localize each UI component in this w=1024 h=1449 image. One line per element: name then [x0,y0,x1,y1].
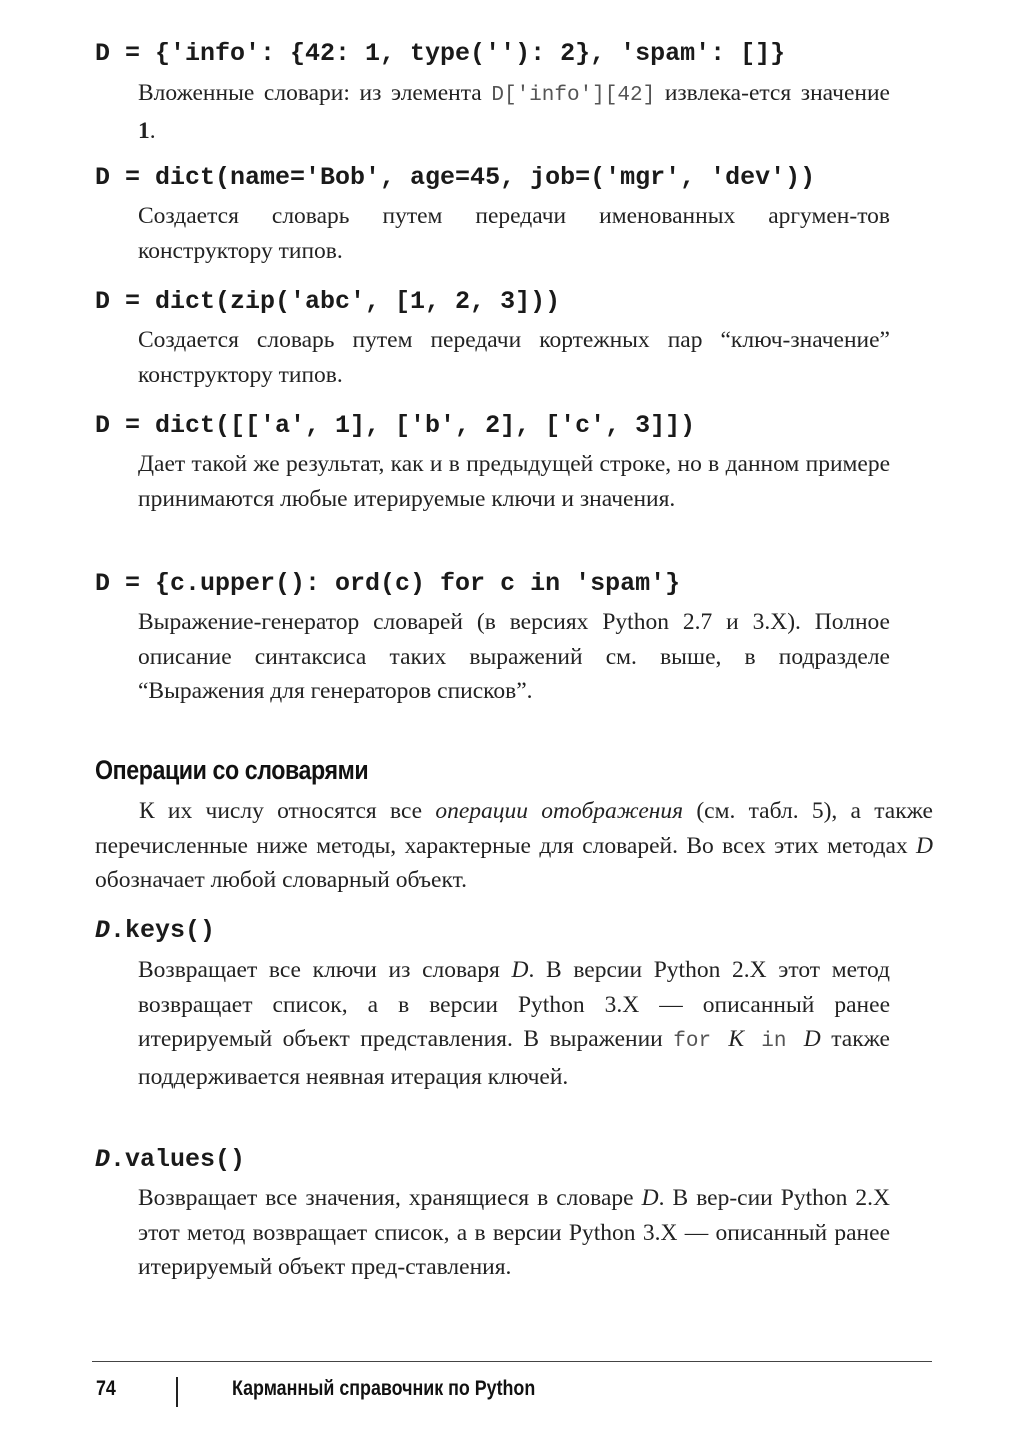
desc-var: D [511,957,529,983]
code-line-dict-zip: D = dict(zip('abc', [1, 2, 3])) [95,287,561,316]
section-intro [95,794,933,898]
page-number: 74 [96,1377,116,1400]
desc-text: также поддерживается неявная итерация ключей. [138,1026,890,1090]
inline-code: in [744,1030,804,1053]
desc-dict-list: Дает такой же результат, как и в предыдущей строке, но в данном примере принимаются любые итерируемые ключи и значения. [138,451,890,512]
desc-nested-dict [138,76,890,148]
method-obj: D [95,916,111,945]
intro-text: К их числу относятся все [139,798,436,824]
desc-text: . В версии Python 2.X этот метод возвращает список, а в версии Python 3.X — описанный ранее итерируемый объект представления. В выражении [138,957,891,1052]
desc-var: K [728,1026,745,1052]
desc-var: D [803,1026,821,1052]
intro-text: обозначает любой словарный объект. [95,867,467,893]
inline-code: D['info'][42] [491,84,656,107]
inline-code: for [673,1030,729,1053]
desc-text: извлека-ется значение [655,80,890,106]
method-values-desc [138,1181,890,1285]
desc-text: Возвращает все ключи из словаря [138,957,512,983]
desc-text: Возвращает все значения, хранящиеся в словаре [138,1185,642,1211]
desc-dict-zip: Создается словарь путем передачи кортежных пар “ключ-значение” конструктору типов. [138,327,890,388]
desc-text: Вложенные словари: из элемента [138,80,492,106]
code-line-dict-kwargs: D = dict(name='Bob', age=45, job=('mgr', 'dev')) [95,163,816,192]
section-title: Операции со словарями [95,755,369,785]
desc-text: . [149,117,156,144]
method-keys-heading [95,915,215,947]
desc-text: . В вер-сии Python 2.X этот метод возвращает список, а в версии Python 3.X — описанный ранее итерируемый объект пред-ставления. [138,1185,890,1280]
intro-var: D [916,832,933,859]
footer-separator [176,1377,178,1407]
inline-bold-value: 1 [138,117,150,144]
method-obj: D [95,1145,111,1174]
running-book-title: Карманный справочник по Python [232,1377,536,1400]
footer-divider [92,1361,932,1362]
code-line-dict-comprehension: D = {c.upper(): ord(c) for c in 'spam'} [95,569,681,598]
intro-emphasis: операции отображения [435,798,684,824]
desc-dict-kwargs: Создается словарь путем передачи именованных аргумен-тов конструктору типов. [138,203,890,264]
method-values-heading [95,1144,245,1176]
code-line-dict-list: D = dict([['a', 1], ['b', 2], ['c', 3]]) [95,411,696,440]
method-name: .values() [110,1145,246,1174]
method-keys-desc [138,953,890,1094]
code-line-nested-dict: D = {'info': {42: 1, type(''): 2}, 'spam': []} [95,39,786,68]
desc-var: D [641,1185,659,1211]
desc-dict-comprehension: Выражение-генератор словарей (в версиях Python 2.7 и 3.X). Полное описание синтаксиса таких выражений см. выше, в подразделе “Выражения для генераторов списков”. [138,609,890,704]
intro-text: (см. табл. 5), а также перечисленные ниже методы, характерные для словарей. Во всех этих методах [95,798,933,859]
method-name: .keys() [110,916,216,945]
